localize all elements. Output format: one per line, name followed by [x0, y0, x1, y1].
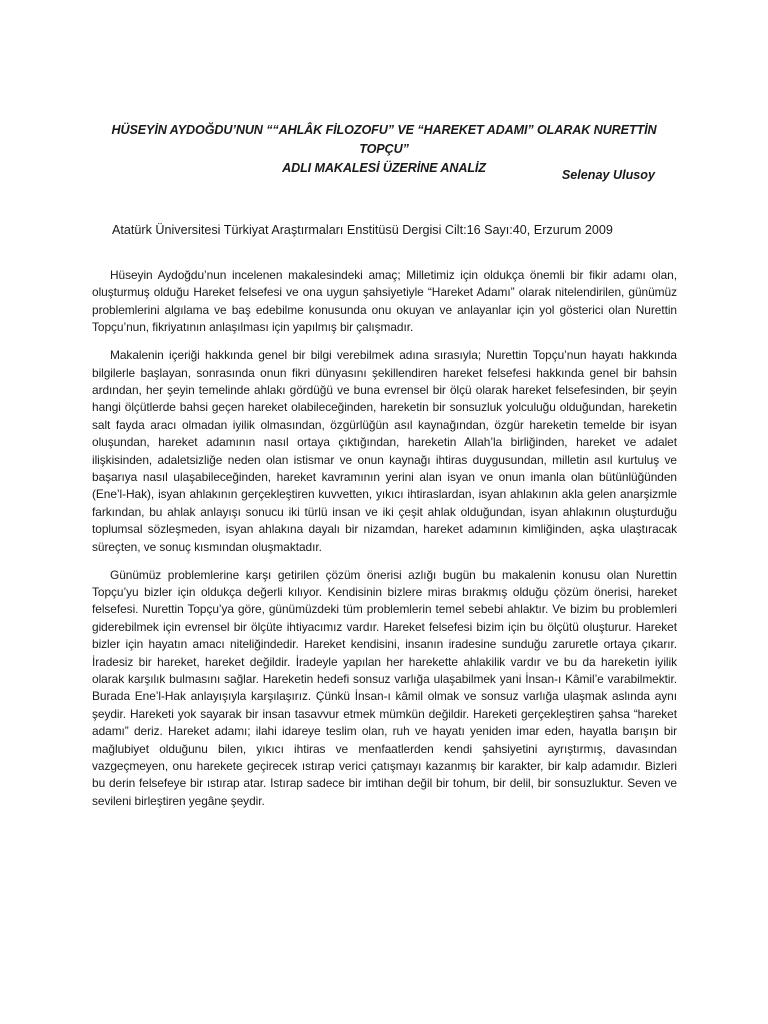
title-line-2: ADLI MAKALESİ ÜZERİNE ANALİZ	[282, 161, 486, 175]
paragraph-1: Hüseyin Aydoğdu’nun incelenen makalesindeki amaç; Milletimiz için oldukça önemli bir fikir adamı olan, oluşturmuş olduğu Hareket felsefesi ve ona uygun şahsiyetiyle “Hareket Adamı” olarak nitelendirilen, günümüz problemlerini algılama ve baş edebilme konusunda onu okuyan ve anlayanlar için yol gösterici olan Nurettin Topçu’nun, fikriyatının anlaşılması için yapılmış bir çalışmadır.	[92, 268, 677, 335]
author-name: Selenay Ulusoy	[561, 168, 655, 182]
document-body	[92, 267, 677, 821]
title-line-1: HÜSEYİN AYDOĞDU’NUN ““AHLÂK FİLOZOFU” VE “HAREKET ADAMI” OLARAK NURETTİN TOPÇU”	[111, 123, 657, 156]
paragraph-3: Günümüz problemlerine karşı getirilen çözüm önerisi azlığı bugün bu makalenin konusu olan Nurettin Topçu’yu bizler için oldukça değerli kılıyor. Kendisinin bizlere miras bırakmış olduğu çözüm önerisi, hareket felsefesi. Nurettin Topçu’ya göre, günümüzdeki tüm problemlerin temel sebebi ahlaktır. Ve bizim bu problemleri giderebilmek için evrensel bir ölçüte ihtiyacımız vardır. Hareket felsefesi bizim için bu ölçütü oluşturur. Hareket bizler için hayatın amacı niteliğindedir. Hareket kendisini, insanın iradesine sunduğu zaruretle ortaya çıkarır. İradesiz bir hareket, hareket değildir. İradeyle yapılan her harekette ahlakilik vardır ve bu da hareketin iyilik olarak karşılık bulmasını sağlar. Hareketin hedefi sonsuz varlığa ulaşabilmek yani İnsan-ı Kâmil’e varabilmektir. Burada Ene’l-Hak anlayışıyla karşılaşırız. Çünkü İnsan-ı kâmil olmak ve sonsuz varlığa ulaşmak aslında aynı şeydir. Hareketi yok sayarak bir insan tasavvur etmek mümkün değildir. Hareketi gerçekleştiren şahsa “hareket adamı” deriz. Hareket adamı; ilahi idareye teslim olan, ruh ve hayatı yeniden imar eden, hayatla barışın bir mağlubiyet olduğunu bilen, yıkıcı ihtiras ve menfaatlerden kendi şahsiyetini ayrıştırmış, davasından vazgeçmeyen, onu harekete geçirecek ıstırap verici çatışmayı kazanmış bir karakter, bir kalp adamıdır. Bizleri bu derin felsefeye bir ıstırap atar. Istırap sadece bir imtihan değil bir tohum, bir delil, bir sonsuzluktur. Seven ve sevileni birleştiren yegâne şeydir.	[92, 567, 677, 808]
paragraph-2: Makalenin içeriği hakkında genel bir bilgi verebilmek adına sırasıyla; Nurettin Topçu’nun hayatı hakkında bilgilerle başlayan, sonrasında onun fikri dünyasını şekillendiren hareket felsefesi hakkında genel bir bahsin ardından, her şeyin temelinde ahlakı gördüğü ve buna evrensel bir ölçü olarak hareket felsefesinden, bir şeyin hangi ölçütlerde bahsi geçen hareket olabileceğinden, hareketin bir sonsuzluk yolculuğu olduğundan, hareketin salt fayda aracı olmadan iyilik olmasından, özgürlüğün asıl kaynağından, özgür hareketin temelde bir isyan oluşundan, hareket adamının nasıl ortaya çıktığından, hareketin Allah’la birliğinden, hareket ve adalet ilişkisinden, adaletsizliğe neden olan istismar ve onun kaynağı ihtiras duygusundan, milletin asıl kurtuluş ve başarıya nasıl ulaşabileceğinden, hareket kavramının yerini alan isyan ve onun imanla olan bütünlüğünden (Ene’l-Hak), isyan ahlakının gerçekleştiren kuvvetten, yıkıcı ihtiraslardan, isyan ahlakının akla gelen anarşizmle farkından, bu ahlak anlayışı sonucu iki türlü insan ve iki çeşit ahlak olduğundan, isyan ahlakının oluşturduğu toplumsal sözleşmeden, isyan ahlakına dayalı bir nizamdan, hareket adamının kimliğinden, aşka ulaştıracak süreçten, ve sonuç kısmından oluşmaktadır.	[92, 348, 677, 554]
journal-citation: Atatürk Üniversitesi Türkiyat Araştırmaları Enstitüsü Dergisi Cilt:16 Sayı:40, Erzurum 2009	[112, 223, 613, 237]
